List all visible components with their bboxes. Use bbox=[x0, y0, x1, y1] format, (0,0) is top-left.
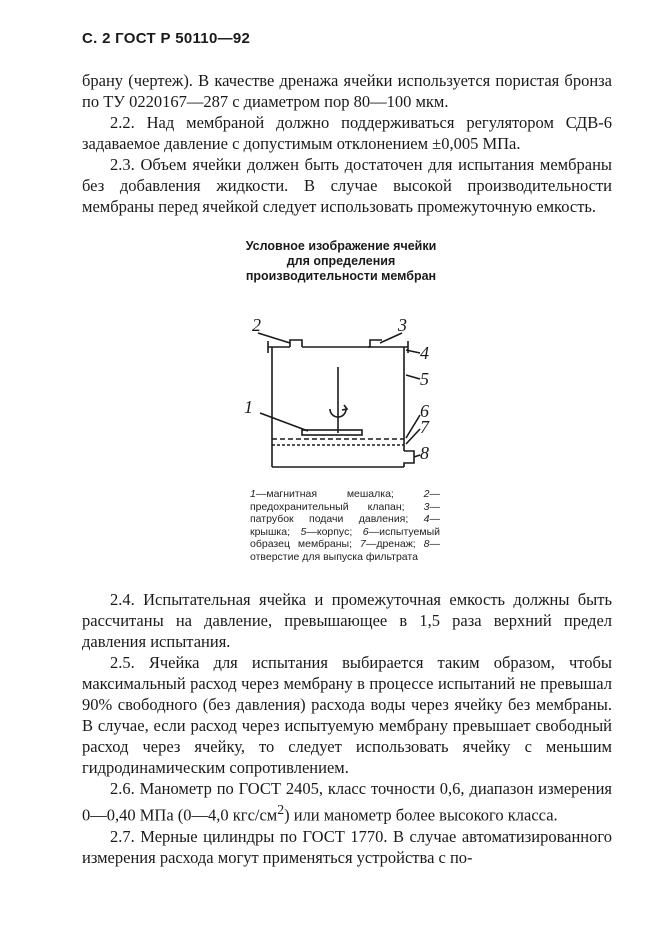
caption-text-1: —магнитная мешалка; bbox=[255, 488, 424, 500]
label-7: 7 bbox=[420, 417, 429, 437]
caption-num-7: 7 bbox=[359, 538, 366, 550]
paragraph-continuation: брану (чертеж). В качестве дренажа ячейки используется пористая бронза по ТУ 0220167—287 с диаметром пор 80—100 мкм. bbox=[82, 71, 612, 111]
paragraph-2-6-part-b: ) или манометр более высокого класса. bbox=[284, 805, 558, 825]
paragraph-2-4: 2.4. Испытательная ячейка и промежуточная емкость должны быть рассчитаны на давление, превышающее в 1,5 раза верхний предел давления испытания. bbox=[82, 590, 612, 651]
cell-diagram bbox=[230, 305, 440, 485]
caption-num-3: 3 bbox=[423, 500, 430, 513]
caption-num-8: 8 bbox=[423, 538, 430, 550]
label-2: 2 bbox=[252, 315, 261, 335]
paragraph-2-5: 2.5. Ячейка для испытания выбирается таким образом, чтобы максимальный расход через мембрану в процессе испытаний не превышал 90% свободного (без давления) расхода воды через ячейку без мембраны. В случае, если расход через испытуемую мембрану превышает свободный расход через ячейку, то следует использовать ячейку с меньшим гидродинамическим сопротивлением. bbox=[82, 653, 612, 777]
paragraph-2-7: 2.7. Мерные цилиндры по ГОСТ 1770. В случае автоматизированного измерения расхода могут применяться устройства с по- bbox=[82, 826, 612, 867]
label-4: 4 bbox=[420, 343, 429, 363]
figure-caption bbox=[250, 488, 440, 563]
label-5: 5 bbox=[420, 369, 429, 389]
paragraph-2-6-sup: 2 bbox=[277, 802, 285, 817]
label-6: 6 bbox=[420, 401, 429, 421]
pressure-pipe bbox=[370, 340, 382, 347]
safety-valve bbox=[290, 340, 302, 347]
magnetic-stirrer bbox=[302, 430, 362, 435]
caption-text-6: —испытуемый образец мембраны; bbox=[250, 525, 440, 550]
paragraph-2-6-part-a: 2.6. Манометр по ГОСТ 2405, класс точности 0,6, диапазон измерения 0—0,40 МПа (0—4,0 кгс/см bbox=[82, 779, 612, 825]
paragraph-2-6 bbox=[82, 778, 612, 826]
caption-num-4: 4 bbox=[423, 513, 430, 525]
caption-num-5: 5 bbox=[300, 525, 307, 538]
paragraph-2-3: 2.3. Объем ячейки должен быть достаточен для испытания мембраны без добавления жидкости. В случае высокой производительности мембраны перед ячейкой следует использовать промежуточную емкость. bbox=[82, 155, 612, 216]
caption-text-8: —отверстие для выпуска фильтрата bbox=[250, 538, 440, 563]
caption-text-5: —корпус; bbox=[306, 525, 363, 538]
figure-title: Условное изображение ячейки для определения производительности мембран bbox=[245, 239, 437, 283]
caption-text-2: —предохранительный клапан; bbox=[250, 488, 440, 513]
text-block-bottom bbox=[82, 589, 612, 868]
caption-num-1: 1 bbox=[250, 488, 256, 500]
paragraph-2-2: 2.2. Над мембраной должно поддерживаться регулятором СДВ-6 задаваемое давление с допустимым отклонением ±0,005 МПа. bbox=[82, 113, 612, 153]
caption-text-7: —дренаж; bbox=[365, 538, 424, 550]
text-block-top bbox=[82, 70, 612, 217]
page-header: С. 2 ГОСТ Р 50110—92 bbox=[82, 30, 251, 47]
label-1: 1 bbox=[244, 397, 253, 417]
caption-text-3: —патрубок подачи давления; bbox=[250, 500, 440, 525]
caption-num-2: 2 bbox=[423, 488, 430, 500]
caption-text-4: —крышка; bbox=[250, 513, 440, 538]
label-3: 3 bbox=[398, 315, 407, 335]
caption-num-6: 6 bbox=[362, 525, 369, 538]
label-8: 8 bbox=[420, 443, 429, 463]
